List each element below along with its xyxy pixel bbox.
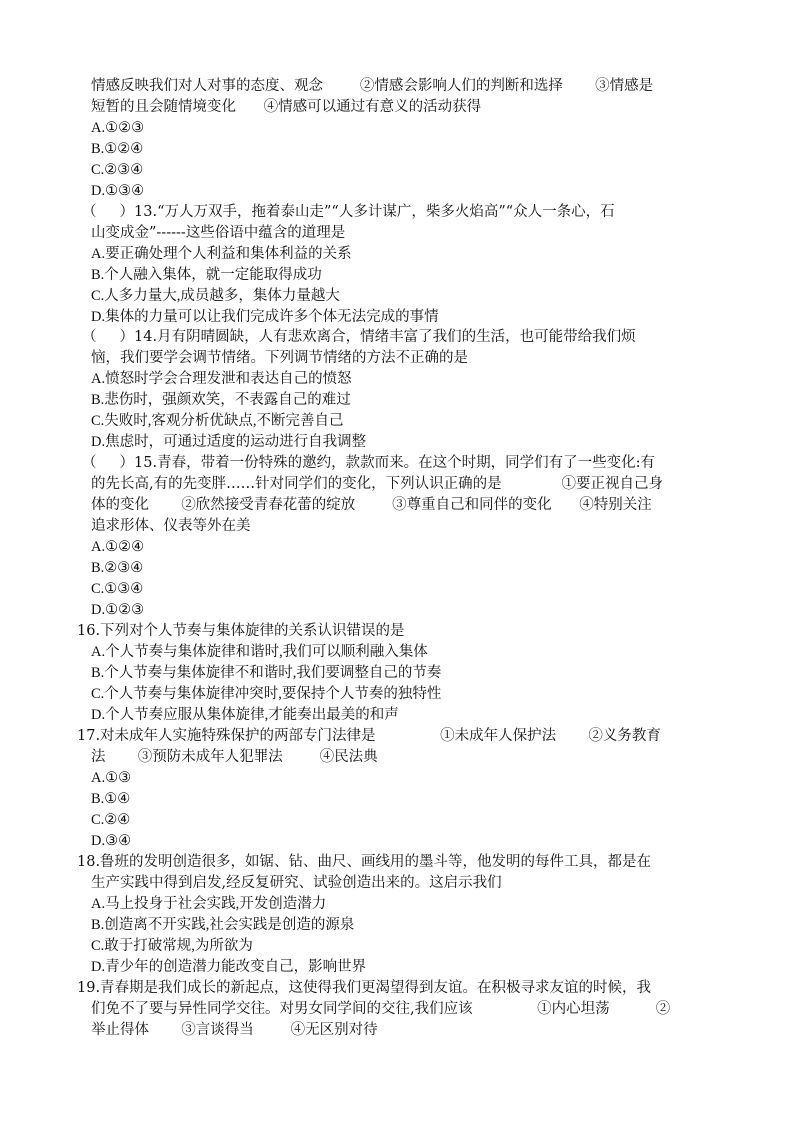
q13-option-d: D.集体的力量可以让我们完成许多个体无法完成的事情 [91,309,439,325]
q15-option-d: D.①②③ [91,602,145,618]
q14-stem-line-2: 恼，我们要学会调节情绪。下列调节情绪的方法不正确的是 [91,350,468,366]
q12-stem-line-1: 情感反映我们对人对事的态度、观念 ②情感会影响人们的判断和选择 ③情感是 [91,78,654,94]
q18-stem-line-2: 生产实践中得到启发,经反复研究、试验创造出来的。这启示我们 [91,875,502,891]
q17-stem-line-1: 17.对未成年人实施特殊保护的两部专门法律是 ①未成年人保护法 ②义务教育 [77,728,661,744]
q15-stem-line-3: 体的变化 ②欣然接受青春花蕾的绽放 ③尊重自己和同伴的变化 ④特别关注 [91,497,652,513]
q12-option-d: D.①③④ [91,183,145,199]
q16-stem: 16.下列对个人节奏与集体旋律的关系认识错误的是 [77,623,405,639]
q18-option-b: B.创造离不开实践,社会实践是创造的源泉 [91,917,355,933]
q12-option-b: B.①②④ [91,141,144,157]
q13-option-a: A.要正确处理个人利益和集体利益的关系 [91,246,352,262]
q15-stem-line-2: 的先长高,有的先变胖……针对同学们的变化，下列认识正确的是 ①要正视自己身 [91,476,664,492]
q19-stem-line-2: 们免不了要与异性同学交往。对男女同学间的交往,我们应该 ①内心坦荡 ② [91,1001,671,1017]
q13-option-b: B.个人融入集体，就一定能取得成功 [91,267,322,283]
q15-stem-line-1: （ ）15.青春，带着一份特殊的邀约，款款而来。在这个时期，同学们有了一些变化:有 [82,455,655,471]
q17-option-c: C.②④ [91,812,131,828]
q17-option-d: D.③④ [91,833,132,849]
q17-option-a: A.①③ [91,770,132,786]
q18-option-c: C.敢于打破常规,为所欲为 [91,938,253,954]
q12-stem-line-2: 短暂的且会随情境变化 ④情感可以通过有意义的活动获得 [91,99,482,115]
q14-option-a: A.愤怒时学会合理发泄和表达自己的愤怒 [91,371,352,387]
q16-option-d: D.个人节奏应服从集体旋律,才能奏出最美的和声 [91,707,399,723]
q14-option-d: D.焦虑时，可通过适度的运动进行自我调整 [91,434,367,450]
q18-option-d: D.青少年的创造潜力能改变自己，影响世界 [91,959,367,975]
q12-option-a: A.①②③ [91,120,145,136]
q13-option-c: C.人多力量大,成员越多，集体力量越大 [91,288,340,304]
q14-stem-line-1: （ ）14.月有阴晴圆缺，人有悲欢离合，情绪丰富了我们的生活，也可能带给我们烦 [82,329,636,345]
q14-option-c: C.失败时,客观分析优缺点,不断完善自己 [91,413,344,429]
q14-option-b: B.悲伤时，强颜欢笑，不表露自己的难过 [91,392,351,408]
q15-option-b: B.②③④ [91,560,144,576]
q13-stem-line-1: （ ）13.“万人万双手，拖着泰山走”“人多计谋广，柴多火焰高”“众人一条心，石 [82,204,615,220]
q15-option-c: C.①③④ [91,581,144,597]
q19-stem-line-1: 19.青春期是我们成长的新起点，这使得我们更渴望得到友谊。在积极寻求友谊的时候，我 [77,980,652,996]
q17-option-b: B.①④ [91,791,131,807]
q15-stem-line-4: 追求形体、仪表等外在美 [91,518,251,534]
q16-option-c: C.个人节奏与集体旋律冲突时,要保持个人节奏的独特性 [91,686,442,702]
q18-option-a: A.马上投身于社会实践,开发创造潜力 [91,896,327,912]
q15-option-a: A.①②④ [91,539,145,555]
q16-option-b: B.个人节奏与集体旋律不和谐时,我们要调整自己的节奏 [91,665,442,681]
q18-stem-line-1: 18.鲁班的发明创造很多，如锯、钻、曲尺、画线用的墨斗等，他发明的每件工具，都是在 [77,854,652,870]
q17-stem-line-2: 法 ③预防未成年人犯罪法 ④民法典 [91,749,378,765]
q19-stem-line-3: 举止得体 ③言谈得当 ④无区别对待 [91,1022,378,1038]
q16-option-a: A.个人节奏与集体旋律和谐时,我们可以顺利融入集体 [91,644,428,660]
q13-stem-line-2: 山变成金”------这些俗语中蕴含的道理是 [91,225,346,241]
q12-option-c: C.②③④ [91,162,144,178]
